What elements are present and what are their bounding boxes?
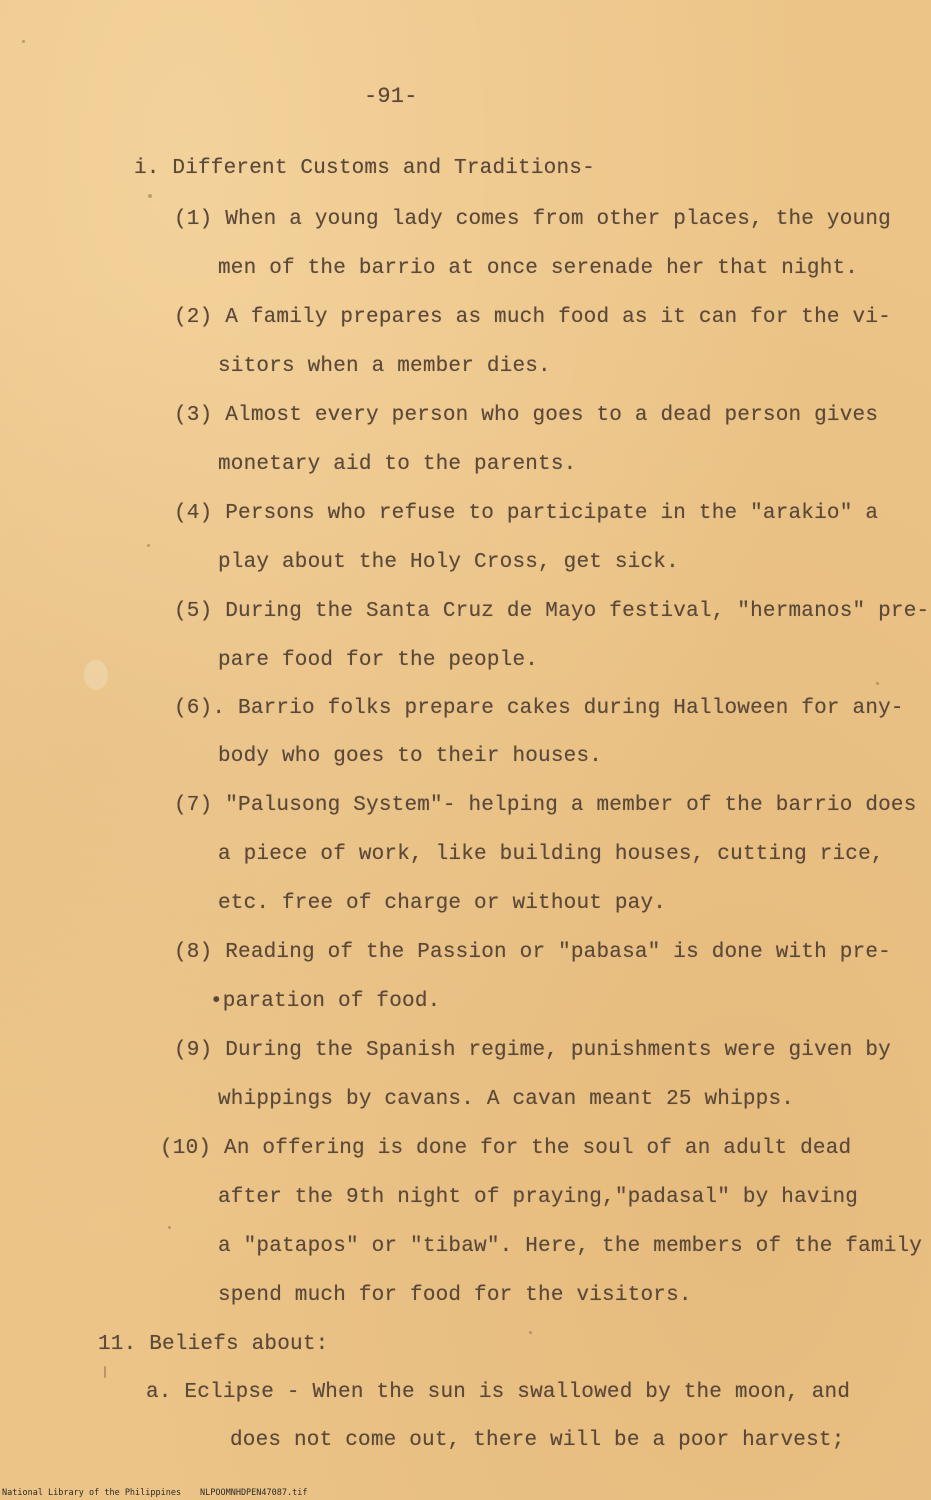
item-3-line-1: (3) Almost every person who goes to a dead person gives	[174, 404, 879, 427]
page-number: -91-	[364, 84, 418, 109]
item-2-line-2: sitors when a member dies.	[218, 355, 551, 378]
item-label: (9)	[174, 1039, 213, 1062]
item-label: (6).	[174, 697, 226, 720]
section-heading-beliefs: 11. Beliefs about:	[98, 1333, 329, 1356]
item-5-line-2: pare food for the people.	[218, 649, 539, 672]
item-10-line-1: (10) An offering is done for the soul of an adult dead	[160, 1137, 852, 1160]
item-6-line-1: (6). Barrio folks prepare cakes during Halloween for any-	[174, 697, 904, 720]
item-2-line-1: (2) A family prepares as much food as it can for the vi-	[174, 306, 891, 329]
item-4-line-1: (4) Persons who refuse to participate in the "arakio" a	[174, 502, 879, 525]
item-7-line-1: (7) "Palusong System"- helping a member of the barrio does	[174, 794, 917, 817]
item-label: (1)	[174, 208, 213, 231]
belief-a-line-1: a. Eclipse - When the sun is swallowed by the moon, and	[146, 1381, 851, 1404]
item-label: (4)	[174, 502, 213, 525]
paper-speck	[22, 40, 25, 43]
item-10-line-4: spend much for food for the visitors.	[218, 1284, 692, 1307]
belief-a-line-2: does not come out, there will be a poor harvest;	[230, 1429, 845, 1452]
paper-speck	[148, 194, 152, 198]
footer-library-name: National Library of the Philippines	[2, 1488, 182, 1498]
item-10-line-3: a "patapos" or "tibaw". Here, the members of the family	[218, 1235, 923, 1258]
item-3-line-2: monetary aid to the parents.	[218, 453, 577, 476]
item-5-line-1: (5) During the Santa Cruz de Mayo festival, "hermanos" pre-	[174, 600, 930, 623]
item-7-line-3: etc. free of charge or without pay.	[218, 892, 667, 915]
item-10-line-2: after the 9th night of praying,"padasal" by having	[218, 1186, 859, 1209]
item-9-line-2: whippings by cavans. A cavan meant 25 whipps.	[218, 1088, 795, 1111]
item-label: (7)	[174, 794, 213, 817]
item-4-line-2: play about the Holy Cross, get sick.	[218, 551, 679, 574]
paper-speck	[84, 660, 108, 690]
item-9-line-1: (9) During the Spanish regime, punishments were given by	[174, 1039, 891, 1062]
paper-speck	[876, 682, 879, 685]
item-8-line-1: (8) Reading of the Passion or "pabasa" is done with pre-	[174, 941, 891, 964]
paper-speck	[147, 544, 150, 547]
item-label: (3)	[174, 404, 213, 427]
item-1-line-2: men of the barrio at once serenade her that night.	[218, 257, 859, 280]
item-label: (8)	[174, 941, 213, 964]
item-7-line-2: a piece of work, like building houses, cutting rice,	[218, 843, 884, 866]
item-label: (10)	[160, 1137, 212, 1160]
item-label: (5)	[174, 600, 213, 623]
item-label: a.	[146, 1381, 172, 1404]
paper-speck	[104, 1366, 106, 1378]
section-heading-customs: i. Different Customs and Traditions-	[134, 157, 595, 180]
footer-file-id: NLPOOMNHDPEN47087.tif	[200, 1488, 308, 1498]
item-8-line-2: •paration of food.	[210, 990, 441, 1013]
item-6-line-2: body who goes to their houses.	[218, 745, 603, 768]
item-1-line-1: (1) When a young lady comes from other places, the young	[174, 208, 891, 231]
paper-speck	[168, 1226, 171, 1229]
paper-speck	[529, 1331, 532, 1334]
item-label: (2)	[174, 306, 213, 329]
